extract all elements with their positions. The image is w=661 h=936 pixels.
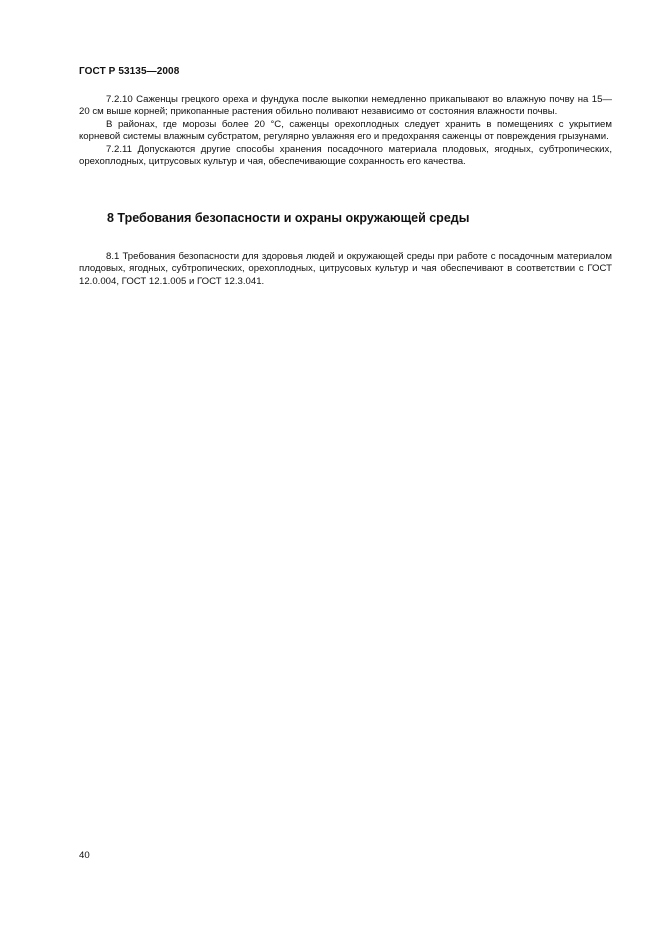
paragraph-7-2-10-frost: В районах, где морозы более 20 °С, саженцы орехоплодных следует хранить в помещениях с укрытием корневой системы влажным субстратом, регулярно увлажняя его и предохраняя саженцы от повреждения грызунами. bbox=[79, 118, 612, 143]
document-header-code: ГОСТ Р 53135—2008 bbox=[79, 66, 180, 77]
section-8-text bbox=[79, 251, 612, 288]
section-8-heading: 8 Требования безопасности и охраны окружающей среды bbox=[107, 211, 470, 225]
paragraph-7-2-11: 7.2.11 Допускаются другие способы хранения посадочного материала плодовых, ягодных, субтропических, орехоплодных, цитрусовых культур и чая, обеспечивающие сохранность его качества. bbox=[79, 143, 612, 168]
section-7-text bbox=[79, 94, 612, 168]
page-number: 40 bbox=[79, 850, 90, 861]
paragraph-7-2-10: 7.2.10 Саженцы грецкого ореха и фундука после выкопки немедленно прикапывают во влажную почву на 15—20 см выше корней; прикопанные растения обильно поливают независимо от состояния влажности почвы. bbox=[79, 94, 612, 118]
paragraph-8-1: 8.1 Требования безопасности для здоровья людей и окружающей среды при работе с посадочным материалом плодовых, ягодных, субтропических, орехоплодных, цитрусовых культур и чая обеспечивают в соответствии с ГОСТ 12.0.004, ГОСТ 12.1.005 и ГОСТ 12.3.041. bbox=[79, 251, 612, 287]
